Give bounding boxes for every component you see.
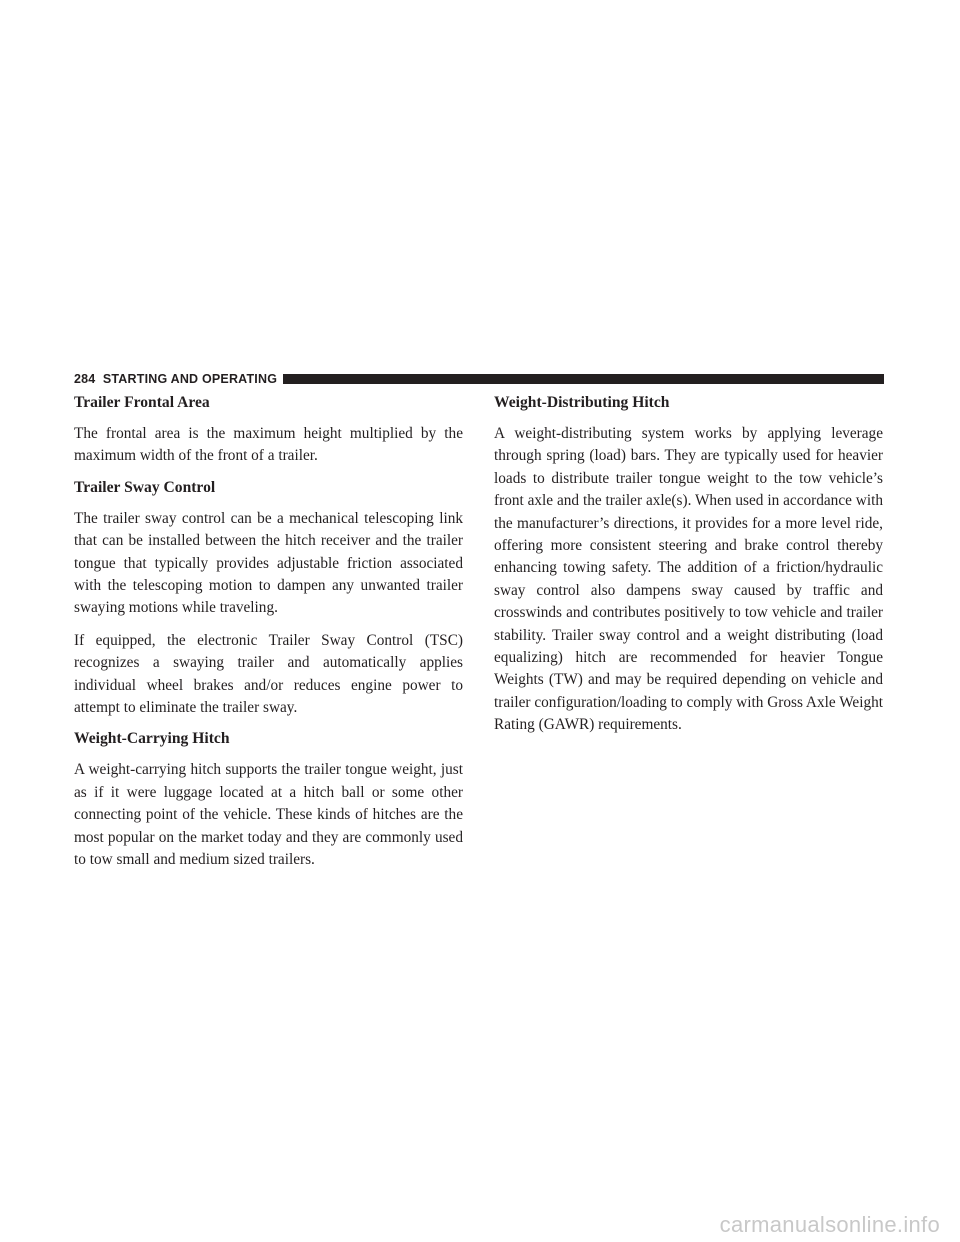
paragraph-sway-control-1: The trailer sway control can be a mechanical telescoping link that can be installed between the hitch receiver and the trailer tongue that typically provides adjustable friction associated with the telescoping motion to dampen any unwanted trailer swaying motions while traveling.	[74, 509, 463, 617]
heading-trailer-frontal-area: Trailer Frontal Area	[74, 394, 210, 411]
paragraph-trailer-frontal-area: The frontal area is the maximum height multiplied by the maximum width of the front of a trailer.	[74, 425, 463, 465]
paragraph-weight-carrying-hitch: A weight-carrying hitch supports the trailer tongue weight, just as if it were luggage located at a hitch ball or some other connecting point of the vehicle. These kinds of hitches are the most popular on the market today and they are commonly used to tow small and medium sized trailers.	[74, 761, 463, 869]
paragraph-sway-control-2: If equipped, the electronic Trailer Sway Control (TSC) recognizes a swaying trailer and automatically applies individual wheel brakes and/or reduces engine power to attempt to eliminate the trailer sway.	[74, 631, 463, 717]
header-rule	[283, 374, 884, 384]
heading-weight-distributing-hitch: Weight-Distributing Hitch	[494, 394, 670, 411]
right-column	[494, 393, 883, 747]
section-title: STARTING AND OPERATING	[102, 372, 278, 386]
heading-trailer-sway-control: Trailer Sway Control	[74, 478, 216, 496]
paragraph-weight-distributing-hitch: A weight-distributing system works by applying leverage through spring (load) bars. They are typically used for heavier loads to distribute trailer tongue weight to the tow vehicle’s front axle and the trailer axle(s). When used in accordance with the manufacturer’s directions, it provides for a more level ride, offering more consistent steering and brake control thereby enhancing towing safety. The addition of a friction/hydraulic sway control also dampens sway caused by traffic and crosswinds and contributes positively to tow vehicle and trailer stability. Trailer sway control and a weight distributing (load equalizing) hitch are recommended for heavier Tongue Weights (TW) and may be required depending on vehicle and trailer configuration/loading to comply with Gross Axle Weight Rating (GAWR) requirements.	[494, 425, 883, 734]
heading-weight-carrying-hitch: Weight-Carrying Hitch	[74, 730, 230, 748]
left-column	[74, 393, 463, 882]
page-number: 284 STARTING AND OPERATING	[74, 372, 278, 386]
page-header	[74, 372, 884, 386]
watermark: carmanualsonline.info	[719, 1212, 940, 1237]
